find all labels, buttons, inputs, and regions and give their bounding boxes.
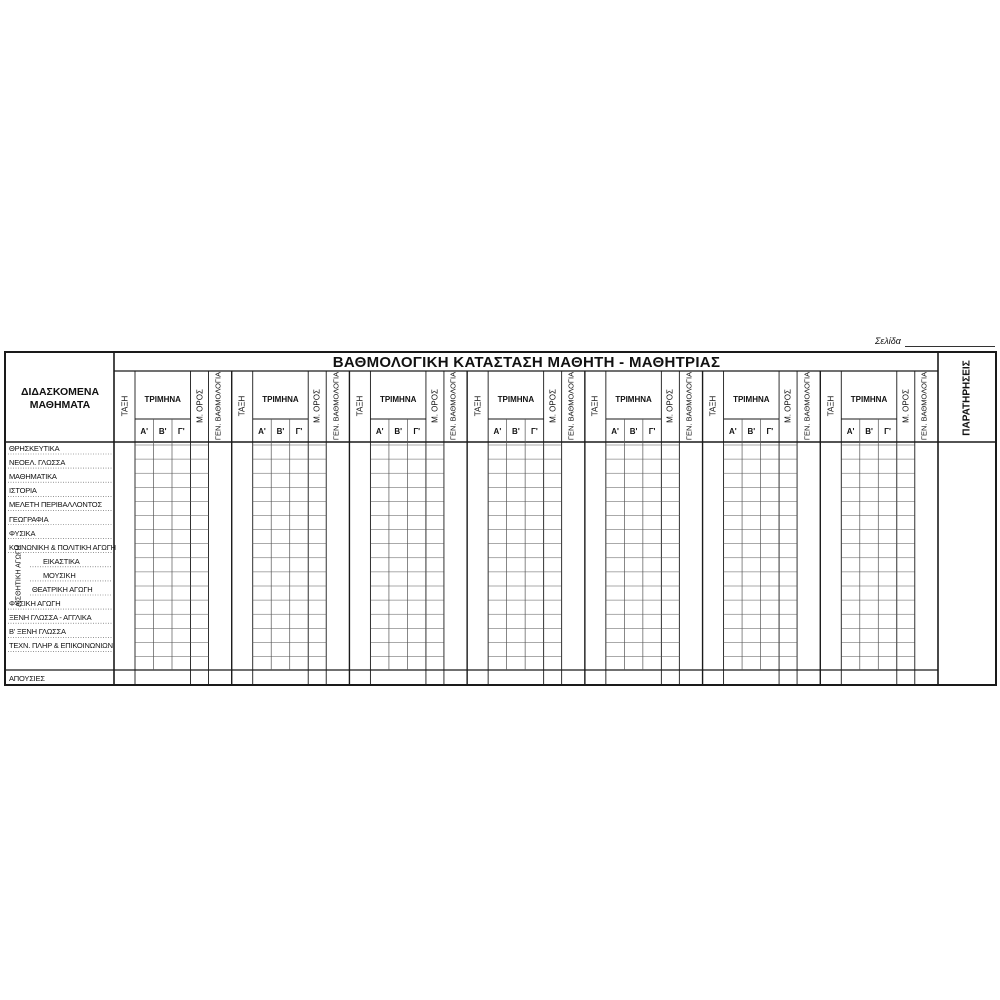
terms-header: ΤΡΙΜΗΝΑ [144, 395, 181, 404]
average-header: Μ. ΟΡΟΣ [783, 389, 793, 423]
term-label: Γ' [884, 427, 891, 436]
term-label: Α' [140, 427, 149, 436]
term-label: Α' [375, 427, 384, 436]
term-label: Γ' [766, 427, 774, 436]
subject-label: ΜΑΘΗΜΑΤΙΚΑ [9, 472, 57, 482]
terms-header: ΤΡΙΜΗΝΑ [379, 395, 417, 404]
term-label: Β' [865, 427, 873, 436]
terms-header: ΤΡΙΜΗΝΑ [850, 395, 888, 404]
class-header: ΤΑΞΗ [120, 395, 129, 417]
subject-label: Β' ΞΕΝΗ ΓΛΩΣΣΑ [9, 627, 66, 637]
terms-header: ΤΡΙΜΗΝΑ [733, 395, 770, 404]
subject-label: ΤΕΧΝ. ΠΛΗΡ & ΕΠΙΚΟΙΝΩΝΙΩΝ [9, 641, 113, 651]
term-label: Α' [493, 427, 502, 436]
term-label: Β' [276, 427, 285, 436]
class-header: ΤΑΞΗ [708, 395, 718, 417]
subject-label: ΙΣΤΟΡΙΑ [9, 486, 37, 496]
term-label: Γ' [531, 427, 538, 436]
term-label: Α' [728, 427, 737, 436]
term-label: Β' [512, 427, 520, 436]
term-label: Β' [747, 427, 756, 436]
term-label: Α' [258, 427, 266, 436]
page-label: Σελίδα [875, 336, 901, 346]
absences-label: ΑΠΟΥΣΙΕΣ [9, 674, 45, 683]
average-header: Μ. ΟΡΟΣ [430, 389, 440, 423]
subject-label: ΚΟΙΝΩΝΙΚΗ & ΠΟΛΙΤΙΚΗ ΑΓΩΓΗ [9, 542, 116, 552]
subject-label: ΜΟΥΣΙΚΗ [43, 570, 76, 580]
subjects-header: ΔΙΔΑΣΚΟΜΕΝΑ ΜΑΘΗΜΑΤΑ [20, 386, 100, 411]
average-header: Μ. ΟΡΟΣ [665, 389, 675, 423]
term-label: Γ' [413, 427, 421, 436]
class-header: ΤΑΞΗ [237, 395, 247, 417]
class-header: ΤΑΞΗ [473, 395, 483, 417]
average-header: Μ. ΟΡΟΣ [195, 389, 204, 423]
overall-grade-header: ΓΕΝ. ΒΑΘΜΟΛΟΓΙΑ [684, 371, 694, 441]
overall-grade-header: ΓΕΝ. ΒΑΘΜΟΛΟΓΙΑ [802, 371, 812, 441]
term-label: Β' [394, 427, 403, 436]
term-label: Γ' [648, 427, 656, 436]
terms-header: ΤΡΙΜΗΝΑ [615, 395, 652, 404]
term-label: Α' [846, 427, 855, 436]
term-label: Γ' [295, 427, 303, 436]
subject-label: ΦΥΣΙΚΗ ΑΓΩΓΗ [9, 599, 61, 609]
terms-header: ΤΡΙΜΗΝΑ [497, 395, 535, 404]
overall-grade-header: ΓΕΝ. ΒΑΘΜΟΛΟΓΙΑ [213, 371, 223, 441]
subject-label: ΞΕΝΗ ΓΛΩΣΣΑ - ΑΓΓΛΙΚΑ [9, 613, 92, 623]
report-title: ΒΑΘΜΟΛΟΓΙΚΗ ΚΑΤΑΣΤΑΣΗ ΜΑΘΗΤΗ - ΜΑΘΗΤΡΙΑΣ [332, 354, 721, 371]
term-label: Β' [158, 427, 167, 436]
terms-header: ΤΡΙΜΗΝΑ [262, 395, 299, 404]
subject-label: ΕΙΚΑΣΤΙΚΑ [43, 556, 80, 566]
overall-grade-header: ΓΕΝ. ΒΑΘΜΟΛΟΓΙΑ [919, 371, 929, 441]
subject-label: ΝΕΟΕΛ. ΓΛΩΣΣΑ [9, 458, 66, 468]
aesthetic-group-label: ΑΙΣΘΗΤΙΚΗ ΑΓΩΓΗ [15, 544, 23, 607]
average-header: Μ. ΟΡΟΣ [548, 389, 558, 423]
subject-label: ΜΕΛΕΤΗ ΠΕΡΙΒΑΛΛΟΝΤΟΣ [9, 500, 102, 510]
term-label: Γ' [177, 427, 185, 436]
average-header: Μ. ΟΡΟΣ [901, 389, 911, 423]
overall-grade-header: ΓΕΝ. ΒΑΘΜΟΛΟΓΙΑ [566, 371, 576, 441]
subject-label: ΓΕΩΓΡΑΦΙΑ [9, 514, 49, 524]
term-label: Β' [629, 427, 638, 436]
remarks-header: ΠΑΡΑΤΗΡΗΣΕΙΣ [961, 360, 973, 436]
class-header: ΤΑΞΗ [355, 395, 365, 417]
class-header: ΤΑΞΗ [590, 395, 600, 417]
overall-grade-header: ΓΕΝ. ΒΑΘΜΟΛΟΓΙΑ [448, 371, 458, 441]
average-header: Μ. ΟΡΟΣ [312, 389, 322, 423]
overall-grade-header: ΓΕΝ. ΒΑΘΜΟΛΟΓΙΑ [331, 371, 341, 441]
class-header: ΤΑΞΗ [826, 395, 836, 417]
subject-label: ΘΡΗΣΚΕΥΤΙΚΑ [9, 444, 60, 453]
subject-label: ΦΥΣΙΚΑ [9, 528, 36, 538]
subject-label: ΘΕΑΤΡΙΚΗ ΑΓΩΓΗ [32, 585, 93, 594]
term-label: Α' [611, 427, 619, 436]
